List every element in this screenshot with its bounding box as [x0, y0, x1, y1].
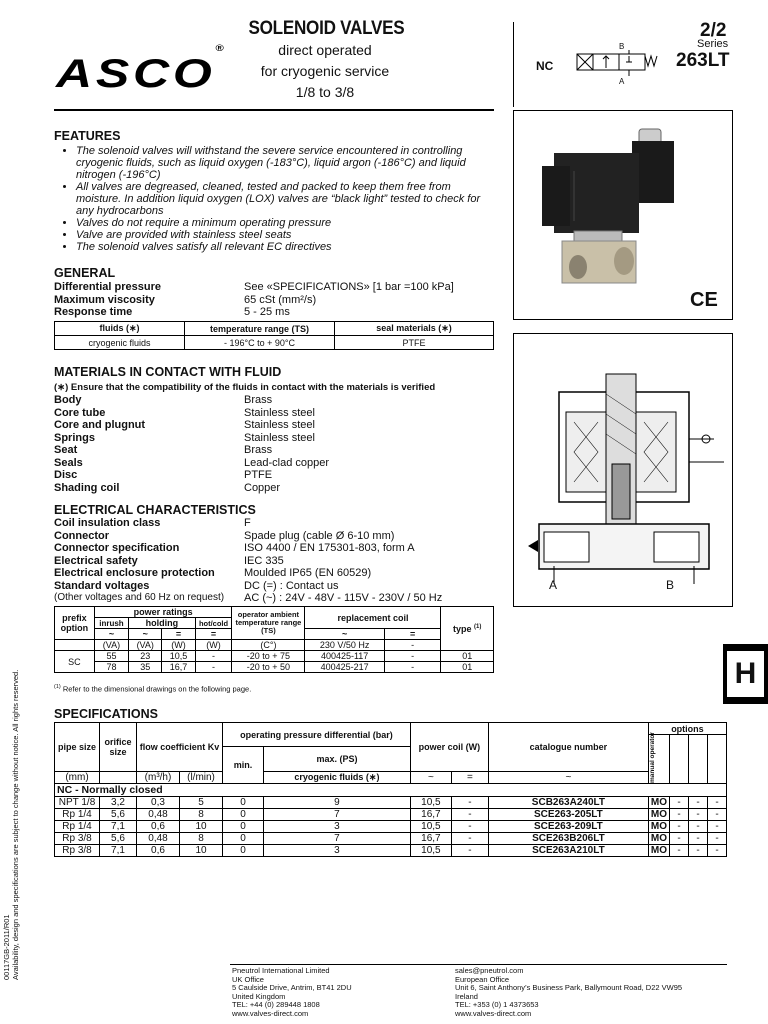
table-cell: 78	[94, 662, 128, 673]
series-number: 263LT	[676, 50, 730, 71]
unit-cell: (mm)	[55, 772, 100, 784]
table-cell: 16,7	[162, 662, 195, 673]
unit-cell: ~	[488, 772, 648, 784]
cross-section-box	[513, 333, 733, 607]
general-key: Maximum viscosity	[54, 293, 155, 306]
solenoid-valve-photo-icon	[514, 111, 732, 319]
pressure-header: operating pressure differential (bar)	[223, 723, 411, 747]
electrical-key: Standard voltages	[54, 579, 150, 592]
footer-eu-office	[455, 967, 682, 1019]
material-value: Brass	[244, 444, 273, 456]
general-value: 65 cSt (mm²/s)	[244, 293, 317, 306]
header-rule	[54, 109, 494, 111]
table-cell: -	[195, 662, 232, 673]
unit-cell: ~	[410, 772, 451, 784]
prefix-cell: SC	[55, 651, 95, 673]
vertical-notice	[2, 670, 20, 980]
ac-symbol: ~	[129, 629, 162, 640]
electrical-key: Connector	[54, 529, 109, 542]
general-key: Response time	[54, 306, 133, 318]
seal-cell: PTFE	[335, 336, 494, 350]
temperature-header: temperature range (TS)	[185, 322, 335, 336]
ce-mark-icon: CE	[690, 289, 718, 311]
feature-item: • The solenoid valves satisfy all relevant EC directives	[76, 241, 494, 253]
material-key: Body	[54, 394, 82, 406]
features-heading: FEATURES	[54, 129, 121, 143]
port-a-label: A	[619, 77, 625, 86]
table-cell: -	[195, 651, 232, 662]
flow-coefficient-header: flow coefficient Kv	[137, 723, 223, 772]
ambient-header: operator ambient temperature range (TS)	[232, 607, 305, 640]
fluids-cell: cryogenic fluids	[55, 336, 185, 350]
footer-line: 5 Caulside Drive, Antrim, BT41 2DU	[232, 983, 352, 993]
unit-cell: (W)	[162, 640, 195, 651]
header-divider	[513, 22, 514, 107]
materials-note: (∗) Ensure that the compatibility of the fluids in contact with the materials is verified	[54, 382, 436, 393]
feature-item: • The solenoid valves will withstand the severe service encountered in controlling cryogenic fluids, such as liquid oxygen (-183°C), liquid argon (-186°C) and liquid nitrogen (-196°C)	[76, 145, 494, 181]
table-row: Rp 1/4 7,1 0,6 10 0 3 10,5 - SCE263-209LT MO - - -	[55, 821, 727, 833]
product-photo-box	[513, 110, 733, 320]
unit-cell: (C°)	[232, 640, 305, 651]
electrical-key: Electrical enclosure protection	[54, 567, 215, 579]
unit-cell: (l/min)	[180, 772, 223, 784]
electrical-footnote: $^{(1)}$ Refer to the dimensional drawings on the following page.	[54, 684, 252, 694]
feature-item: • Valve are provided with stainless steel seats	[76, 229, 494, 241]
prefix-header: prefix option	[55, 607, 95, 640]
manual-operator-header: manual operator	[648, 735, 669, 784]
general-value: 5 - 25 ms	[244, 306, 290, 318]
pipe-size-header: pipe size	[55, 723, 100, 772]
electrical-list	[54, 517, 494, 607]
table-row: Rp 3/8 5,6 0,48 8 0 7 16,7 - SCE263B206LT MO - - -	[55, 833, 727, 845]
table-row: Rp 1/4 5,6 0,48 8 0 7 16,7 - SCE263-205LT MO - - -	[55, 809, 727, 821]
general-heading: GENERAL	[54, 266, 116, 280]
unit-cell: (VA)	[129, 640, 162, 651]
group-row: NC - Normally closed	[55, 784, 727, 797]
subtitle-line-3: 1/8 to 3/8	[295, 84, 355, 100]
electrical-key: Connector specification	[54, 542, 180, 554]
dc-symbol: =	[195, 629, 232, 640]
material-key: Seals	[54, 456, 83, 469]
drawing-port-b-label: B	[666, 578, 675, 592]
table-cell: 55	[94, 651, 128, 662]
material-key: Disc	[54, 469, 78, 481]
electrical-value: IEC 335	[244, 554, 284, 567]
footer-link[interactable]: www.valves-direct.com	[455, 1008, 532, 1018]
power-ratings-header: power ratings	[94, 607, 231, 618]
section-tab	[723, 644, 768, 704]
orifice-size-header: orifice size	[100, 723, 137, 772]
ac-symbol: ~	[94, 629, 128, 640]
electrical-value: F	[244, 517, 251, 529]
drawing-port-a-label: A	[549, 578, 558, 592]
material-key: Springs	[54, 431, 95, 444]
table-cell: 400425-117	[305, 651, 384, 662]
footer-line: United Kingdom	[232, 991, 286, 1001]
inrush-header: inrush	[94, 618, 128, 629]
section-tab-letter: H	[727, 651, 764, 697]
document-code: 00117GB-2011/R01	[2, 914, 11, 980]
table-cell: 10,5	[162, 651, 195, 662]
rights-notice: Availability, design and specifications are subject to change without notice. All rights reserved.	[11, 669, 20, 980]
electrical-value: Moulded IP65 (EN 60529)	[244, 567, 372, 579]
unit-cell: (VA)	[94, 640, 128, 651]
electrical-heading: ELECTRICAL CHARACTERISTICS	[54, 503, 256, 517]
footer-line: TEL: +353 (0) 1 4373653	[455, 1000, 539, 1010]
dc-symbol: =	[384, 629, 441, 640]
unit-cell: =	[451, 772, 488, 784]
electrical-value: ISO 4400 / EN 175301-803, form A	[244, 542, 415, 554]
table-cell: -20 to + 75	[232, 651, 305, 662]
electrical-value: DC (=) : Contact us	[244, 579, 339, 592]
material-key: Core and plugnut	[54, 419, 146, 431]
table-cell: 35	[129, 662, 162, 673]
page-title: SOLENOID VALVES	[248, 18, 405, 39]
series-label: Series	[697, 38, 729, 50]
footer-line: TEL: +44 (0) 289448 1808	[232, 1000, 320, 1010]
material-value: Stainless steel	[244, 406, 315, 419]
material-key: Shading coil	[54, 481, 120, 494]
table-cell: 400425-217	[305, 662, 384, 673]
cryogenic-header: cryogenic fluids (∗)	[264, 772, 411, 784]
table-row: Rp 3/8 7,1 0,6 10 0 3 10,5 - SCE263A210LT MO - - -	[55, 845, 727, 857]
valve-symbol-icon	[573, 42, 663, 88]
features-list	[64, 145, 494, 253]
options-header: options	[648, 723, 726, 735]
material-key: Core tube	[54, 406, 106, 419]
other-voltages-note: (Other voltages and 60 Hz on request)	[54, 592, 225, 603]
hotcold-header: hot/cold	[195, 618, 232, 629]
feature-item: • All valves are degreased, cleaned, tested and packed to keep them free from moisture. In addition liquid oxygen (LOX) valves are “black light” tested to check for any hydrocarbons	[76, 181, 494, 217]
electrical-key: Electrical safety	[54, 554, 138, 567]
footer-link[interactable]: www.valves-direct.com	[232, 1008, 309, 1018]
footer-line: Unit 6, Saint Anthony’s Business Park, Ballymount Road, D22 VW95	[455, 983, 683, 993]
materials-heading: MATERIALS IN CONTACT WITH FLUID	[54, 365, 282, 379]
min-header: min.	[223, 747, 264, 784]
catalogue-header: catalogue number	[488, 723, 648, 772]
general-list	[54, 281, 494, 321]
replacement-coil-header: replacement coil	[305, 607, 441, 629]
max-header: max. (PS)	[264, 747, 411, 772]
material-key: Seat	[54, 444, 78, 456]
material-value: Copper	[244, 481, 281, 494]
footer-line: European Office	[455, 974, 510, 984]
header-title-block	[240, 18, 410, 103]
valve-cross-section-icon	[514, 334, 732, 606]
table-cell: 01	[441, 662, 494, 673]
material-value: PTFE	[244, 469, 273, 481]
table-cell: 01	[441, 651, 494, 662]
specifications-table	[54, 722, 727, 857]
general-key: Differential pressure	[54, 281, 161, 293]
holding-header: holding	[129, 618, 196, 629]
nc-label: NC	[536, 59, 554, 73]
unit-cell: (m³/h)	[137, 772, 180, 784]
port-b-label: B	[619, 42, 625, 51]
general-value: See «SPECIFICATIONS» [1 bar =100 kPa]	[244, 281, 454, 293]
footer-email-link[interactable]: sales@pneutrol.com	[455, 966, 524, 975]
feature-item: • Valves do not require a minimum operating pressure	[76, 217, 494, 229]
footer-line: Ireland	[455, 991, 478, 1001]
fluids-header: fluids (∗)	[55, 322, 185, 336]
unit-cell: (W)	[195, 640, 232, 651]
material-value: Brass	[244, 394, 273, 406]
fluids-table	[54, 321, 494, 350]
table-cell: -	[384, 662, 441, 673]
electrical-key: Coil insulation class	[54, 517, 161, 529]
footer-uk-office	[232, 967, 352, 1019]
table-row: NPT 1/8 3,2 0,3 5 0 9 10,5 - SCB263A240LT MO - - -	[55, 797, 727, 809]
footer-line: Pneutrol International Limited	[232, 966, 330, 975]
footer-rule	[230, 964, 727, 965]
seal-header: seal materials (∗)	[335, 322, 494, 336]
table-cell: 23	[129, 651, 162, 662]
unit-cell: -	[384, 640, 441, 651]
ac-voltages-value: AC (~) : 24V - 48V - 115V - 230V / 50 Hz	[244, 592, 443, 604]
unit-cell: 230 V/50 Hz	[305, 640, 384, 651]
materials-list	[54, 394, 494, 494]
function-label: 2/2	[700, 20, 727, 41]
footer-line: UK Office	[232, 974, 264, 984]
material-value: Stainless steel	[244, 431, 315, 444]
subtitle-line-1: direct operated	[278, 42, 372, 58]
subtitle-line-2: for cryogenic service	[260, 63, 390, 79]
temperature-cell: - 196°C to + 90°C	[185, 336, 335, 350]
material-value: Lead-clad copper	[244, 456, 330, 469]
table-cell: -20 to + 50	[232, 662, 305, 673]
material-value: Stainless steel	[244, 419, 315, 431]
power-coil-header: power coil (W)	[410, 723, 488, 772]
specifications-heading: SPECIFICATIONS	[54, 707, 158, 721]
asco-logo: ASCO®	[56, 42, 228, 96]
table-cell: -	[384, 651, 441, 662]
dc-symbol: =	[162, 629, 195, 640]
electrical-table	[54, 606, 494, 673]
electrical-value: Spade plug (cable Ø 6-10 mm)	[244, 529, 395, 542]
type-header: type $^{(1)}$	[441, 607, 494, 651]
ac-symbol: ~	[305, 629, 384, 640]
